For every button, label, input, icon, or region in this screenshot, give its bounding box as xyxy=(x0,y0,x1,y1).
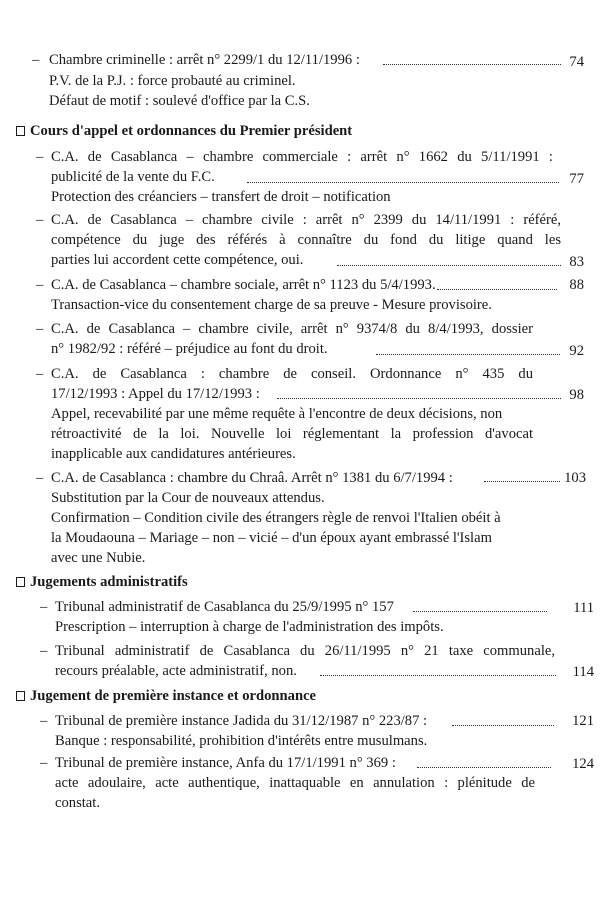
entry-line: Tribunal de première instance, Anfa du 17/1/1991 n° 369 : xyxy=(55,755,396,771)
entry-line: Appel, recevabilité par une même requête à l'encontre de deux décisions, non xyxy=(51,406,503,422)
dot-leader xyxy=(376,354,560,355)
dot-leader xyxy=(337,265,561,266)
section-heading-administratifs: Jugements administratifs xyxy=(16,573,188,592)
entry-line: C.A. de Casablanca – chambre civile : arrêt n° 2399 du 14/11/1991 : référé, xyxy=(51,212,561,228)
page-number: 83 xyxy=(569,254,584,270)
page-number: 121 xyxy=(572,713,594,729)
entry-dash: – xyxy=(40,755,48,771)
entry-line: publicité de la vente du F.C. xyxy=(51,169,215,185)
page-number: 111 xyxy=(573,600,594,616)
entry-line: 17/12/1993 : Appel du 17/12/1993 : xyxy=(51,386,260,402)
entry-line: compétence du juge des référés à connaître du fond du litige quand les xyxy=(51,232,561,248)
entry-dash: – xyxy=(36,321,44,337)
dot-leader xyxy=(437,289,557,290)
dot-leader xyxy=(417,767,551,768)
entry-line: la Moudaouna – Mariage – non – vicié – d'un époux ayant embrassé l'Islam xyxy=(51,530,492,546)
dot-leader xyxy=(247,182,559,183)
entry-line: Confirmation – Condition civile des étrangers règle de renvoi l'Italien obéit à xyxy=(51,510,501,526)
entry-line: C.A. de Casablanca – chambre sociale, arrêt n° 1123 du 5/4/1993. xyxy=(51,277,436,293)
entry-line: Défaut de motif : soulevé d'office par la C.S. xyxy=(49,93,310,109)
page-number: 74 xyxy=(569,54,584,70)
entry-line: Prescription – interruption à charge de l'administration des impôts. xyxy=(55,619,444,635)
page-number: 98 xyxy=(569,387,584,403)
entry-line: rétroactivité de la loi. Nouvelle loi réglementant la profession d'avocat xyxy=(51,426,533,442)
page-number: 92 xyxy=(569,343,584,359)
entry-line: acte adoulaire, acte authentique, inattaquable en annulation : plénitude de xyxy=(55,775,535,791)
entry-line: recours préalable, acte administratif, non. xyxy=(55,663,297,679)
entry-dash: – xyxy=(36,470,44,486)
entry-line: C.A. de Casablanca – chambre commerciale : arrêt n° 1662 du 5/11/1991 : xyxy=(51,149,553,165)
entry-line: Tribunal administratif de Casablanca du 25/9/1995 n° 157 xyxy=(55,599,394,615)
entry-line: Transaction-vice du consentement charge de sa preuve - Mesure provisoire. xyxy=(51,297,492,313)
entry-line: n° 1982/92 : référé – préjudice au font du droit. xyxy=(51,341,328,357)
entry-line: C.A. de Casablanca : chambre du Chraâ. Arrêt n° 1381 du 6/7/1994 : xyxy=(51,470,453,486)
page-number: 124 xyxy=(572,756,594,772)
dot-leader xyxy=(320,675,556,676)
dot-leader xyxy=(277,398,561,399)
checkbox-icon xyxy=(16,577,25,587)
entry-line: C.A. de Casablanca : chambre de conseil. Ordonnance n° 435 du xyxy=(51,366,533,382)
dot-leader xyxy=(383,64,561,65)
dot-leader xyxy=(452,725,554,726)
entry-line: parties lui accordent cette compétence, oui. xyxy=(51,252,304,268)
section-heading-premiere-instance: Jugement de première instance et ordonnance xyxy=(16,687,316,706)
section-heading-appel: Cours d'appel et ordonnances du Premier président xyxy=(16,122,352,141)
page-number: 103 xyxy=(564,470,586,486)
entry-dash: – xyxy=(36,366,44,382)
entry-line: Protection des créanciers – transfert de droit – notification xyxy=(51,189,391,205)
entry-line: Substitution par la Cour de nouveaux attendus. xyxy=(51,490,325,506)
entry-dash: – xyxy=(36,277,44,293)
dot-leader xyxy=(484,481,560,482)
page-number: 88 xyxy=(569,277,584,293)
entry-dash: – xyxy=(36,212,44,228)
dot-leader xyxy=(413,611,547,612)
checkbox-icon xyxy=(16,126,25,136)
entry-line: avec une Nubie. xyxy=(51,550,146,566)
entry-dash: – xyxy=(32,52,40,68)
entry-dash: – xyxy=(36,149,44,165)
entry-line: Tribunal de première instance Jadida du 31/12/1987 n° 223/87 : xyxy=(55,713,428,729)
entry-line: constat. xyxy=(55,795,100,811)
checkbox-icon xyxy=(16,691,25,701)
entry-dash: – xyxy=(40,643,48,659)
entry-line: C.A. de Casablanca – chambre civile, arrêt n° 9374/8 du 8/4/1993, dossier xyxy=(51,321,533,337)
page-number: 77 xyxy=(569,171,584,187)
entry-dash: – xyxy=(40,713,48,729)
entry-line: Tribunal administratif de Casablanca du 26/11/1995 n° 21 taxe communale, xyxy=(55,643,555,659)
entry-line: Banque : responsabilité, prohibition d'intérêts entre musulmans. xyxy=(55,733,428,749)
page-number: 114 xyxy=(572,664,594,680)
entry-line: Chambre criminelle : arrêt n° 2299/1 du 12/11/1996 : xyxy=(49,52,360,68)
entry-dash: – xyxy=(40,599,48,615)
entry-line: P.V. de la P.J. : force probauté au criminel. xyxy=(49,73,296,89)
entry-line: inapplicable aux candidatures antérieures. xyxy=(51,446,296,462)
